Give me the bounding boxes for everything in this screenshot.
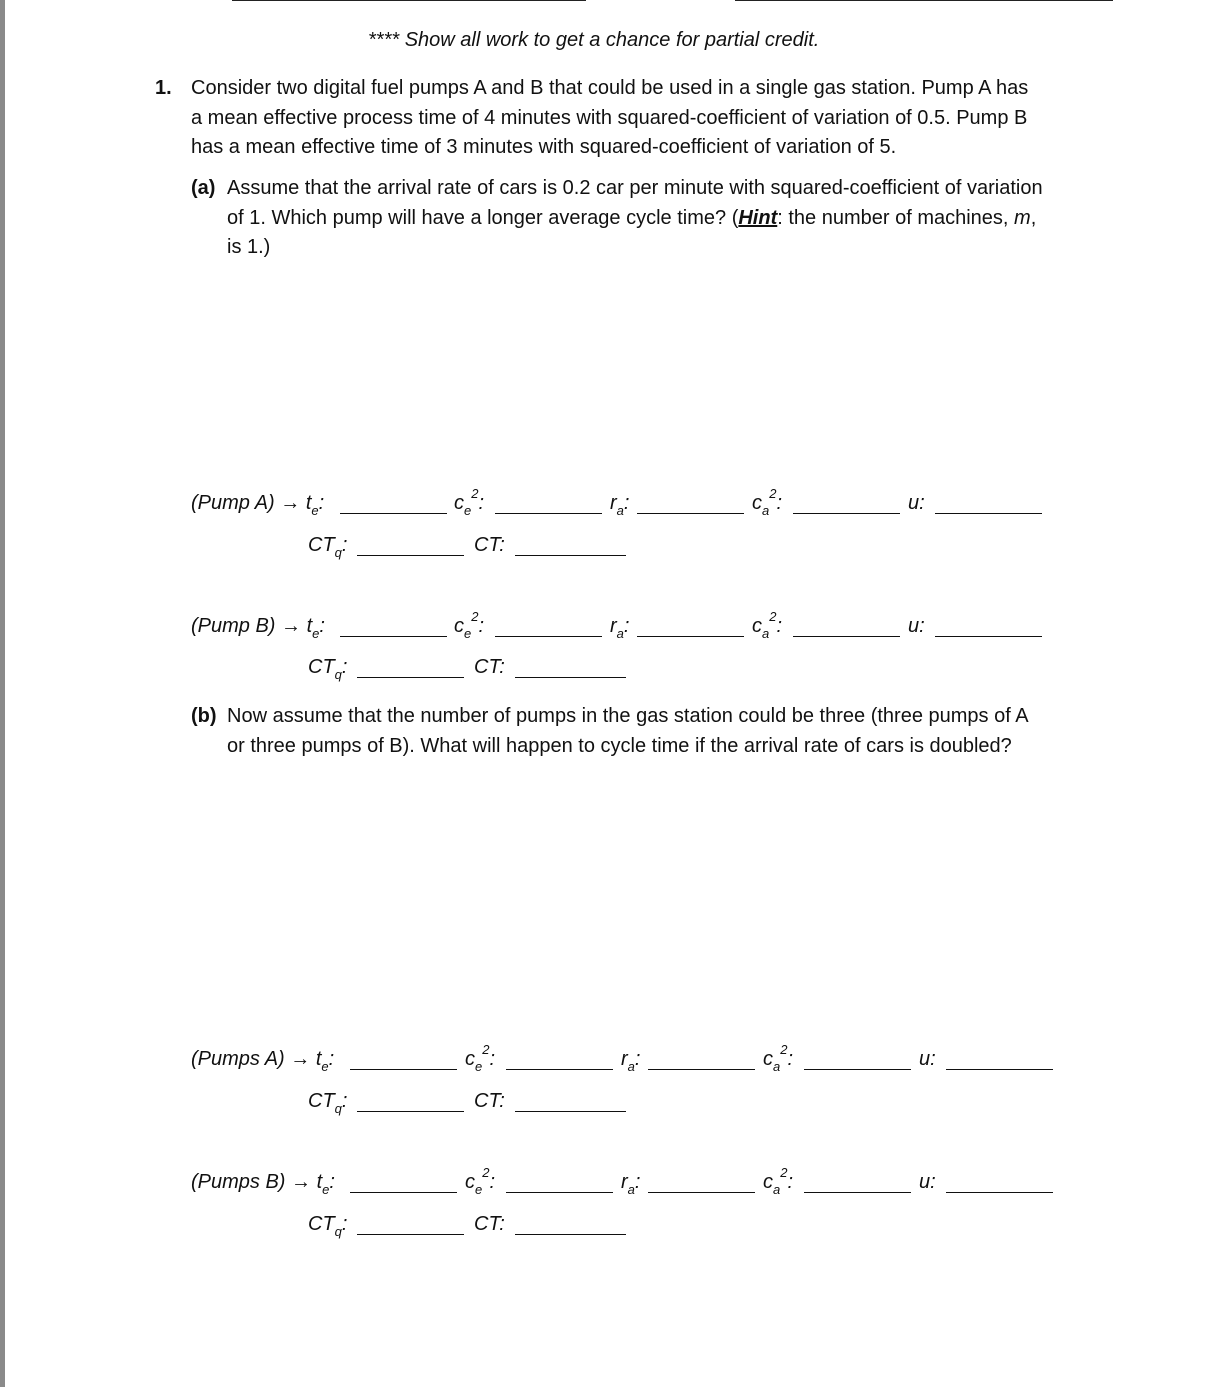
pump-b-ct-blank[interactable] bbox=[515, 677, 626, 678]
partial-credit-note: **** Show all work to get a chance for partial credit. bbox=[368, 29, 820, 51]
pumps-b-ca2-label: $c_a^2$: bbox=[763, 1165, 794, 1197]
pumps-a-ct-label: CT: bbox=[474, 1090, 505, 1112]
pump-a-u-blank[interactable] bbox=[935, 513, 1042, 514]
top-rule-left bbox=[232, 0, 586, 1]
pumps-a-ct-blank[interactable] bbox=[515, 1111, 626, 1112]
pump-a-ce2-blank[interactable] bbox=[495, 513, 602, 514]
pumps-a-ctq-label: $CT_q$: bbox=[308, 1090, 348, 1116]
pumps-a-u-blank[interactable] bbox=[946, 1069, 1053, 1070]
pump-b-u-blank[interactable] bbox=[935, 636, 1042, 637]
pumps-b-ct-label: CT: bbox=[474, 1213, 505, 1235]
row-pump-b-te-label: (Pump $B) \to t_e$: bbox=[191, 615, 325, 641]
pumps-b-ra-blank[interactable] bbox=[648, 1192, 755, 1193]
part-a-label: (a) bbox=[191, 177, 216, 199]
pump-b-ctq-label: $CT_q$: bbox=[308, 656, 348, 682]
question-text bbox=[191, 74, 1028, 163]
question-number: 1. bbox=[155, 77, 172, 99]
part-b-line-2: or three pumps of B). What will happen to cycle time if the arrival rate of cars is doubled? bbox=[227, 734, 1012, 757]
pumps-a-ra-label: $r_a$: bbox=[621, 1048, 641, 1074]
pump-a-ca2-blank[interactable] bbox=[793, 513, 900, 514]
machines-variable: m bbox=[1014, 206, 1031, 229]
pump-a-ctq-blank[interactable] bbox=[357, 555, 464, 556]
pump-b-ra-blank[interactable] bbox=[637, 636, 744, 637]
pump-b-te-blank[interactable] bbox=[340, 636, 447, 637]
part-a-line-2-end: , bbox=[1030, 206, 1037, 229]
pump-a-u-label: u: bbox=[908, 492, 925, 514]
pumps-a-ce2-blank[interactable] bbox=[506, 1069, 613, 1070]
hint-word: Hint bbox=[738, 206, 778, 229]
pump-a-ce2-label: $c_e^2$: bbox=[454, 486, 485, 518]
pump-b-ctq-blank[interactable] bbox=[357, 677, 464, 678]
pump-a-ra-blank[interactable] bbox=[637, 513, 744, 514]
pump-b-u-label: u: bbox=[908, 615, 925, 637]
pumps-a-ca2-blank[interactable] bbox=[804, 1069, 911, 1070]
pumps-b-ra-label: $r_a$: bbox=[621, 1171, 641, 1197]
pump-a-ct-label: CT: bbox=[474, 534, 505, 556]
pump-a-ca2-label: $c_a^2$: bbox=[752, 486, 783, 518]
row-pumps-a-te-label: (Pumps $A) \to t_e$: bbox=[191, 1048, 335, 1074]
page-left-edge bbox=[0, 0, 5, 1387]
pump-a-te-blank[interactable] bbox=[340, 513, 447, 514]
pumps-b-ctq-label: $CT_q$: bbox=[308, 1213, 348, 1239]
question-line-2: a mean effective process time of 4 minutes with squared-coefficient of variation of 0.5. Pump B bbox=[191, 106, 1028, 129]
pumps-b-u-blank[interactable] bbox=[946, 1192, 1053, 1193]
pump-a-ctq-label: $CT_q$: bbox=[308, 534, 348, 560]
part-b-label: (b) bbox=[191, 705, 217, 727]
part-b-line-1: Now assume that the number of pumps in the gas station could be three (three pumps of A bbox=[227, 705, 1029, 727]
pumps-b-ca2-blank[interactable] bbox=[804, 1192, 911, 1193]
row-pump-a-te-label: (Pump $A) \to t_e$: bbox=[191, 492, 325, 518]
pumps-b-te-blank[interactable] bbox=[350, 1192, 457, 1193]
pumps-b-ctq-blank[interactable] bbox=[357, 1234, 464, 1235]
pumps-a-ca2-label: $c_a^2$: bbox=[763, 1042, 794, 1074]
part-a-line-2-pre: of 1. Which pump will have a longer average cycle time? ( bbox=[227, 206, 739, 229]
pumps-a-ra-blank[interactable] bbox=[648, 1069, 755, 1070]
question-line-1: Consider two digital fuel pumps A and B that could be used in a single gas station. Pump A has bbox=[191, 77, 1029, 99]
part-a-line-2-post: : the number of machines, bbox=[777, 206, 1015, 229]
row-pumps-b-te-label: (Pumps $B) \to t_e$: bbox=[191, 1171, 335, 1197]
part-a-line-2 bbox=[227, 204, 1043, 234]
pumps-b-ce2-blank[interactable] bbox=[506, 1192, 613, 1193]
part-a-text bbox=[227, 174, 1043, 263]
pump-b-ce2-label: $c_e^2$: bbox=[454, 609, 485, 641]
top-rule-right bbox=[735, 0, 1113, 1]
part-b-text bbox=[227, 702, 1029, 761]
pump-b-ct-label: CT: bbox=[474, 656, 505, 678]
pump-a-ct-blank[interactable] bbox=[515, 555, 626, 556]
pumps-a-ctq-blank[interactable] bbox=[357, 1111, 464, 1112]
pump-b-ce2-blank[interactable] bbox=[495, 636, 602, 637]
pump-b-ra-label: $r_a$: bbox=[610, 615, 630, 641]
part-a-line-3: is 1.) bbox=[227, 236, 271, 258]
pump-a-ra-label: $r_a$: bbox=[610, 492, 630, 518]
pumps-a-u-label: u: bbox=[919, 1048, 936, 1070]
pumps-b-u-label: u: bbox=[919, 1171, 936, 1193]
pumps-a-te-blank[interactable] bbox=[350, 1069, 457, 1070]
question-line-3: has a mean effective time of 3 minutes with squared-coefficient of variation of 5. bbox=[191, 136, 897, 158]
pumps-b-ct-blank[interactable] bbox=[515, 1234, 626, 1235]
pumps-a-ce2-label: $c_e^2$: bbox=[465, 1042, 496, 1074]
pump-b-ca2-label: $c_a^2$: bbox=[752, 609, 783, 641]
pumps-b-ce2-label: $c_e^2$: bbox=[465, 1165, 496, 1197]
pump-b-ca2-blank[interactable] bbox=[793, 636, 900, 637]
part-a-line-1: Assume that the arrival rate of cars is 0.2 car per minute with squared-coefficient of variation bbox=[227, 177, 1043, 199]
